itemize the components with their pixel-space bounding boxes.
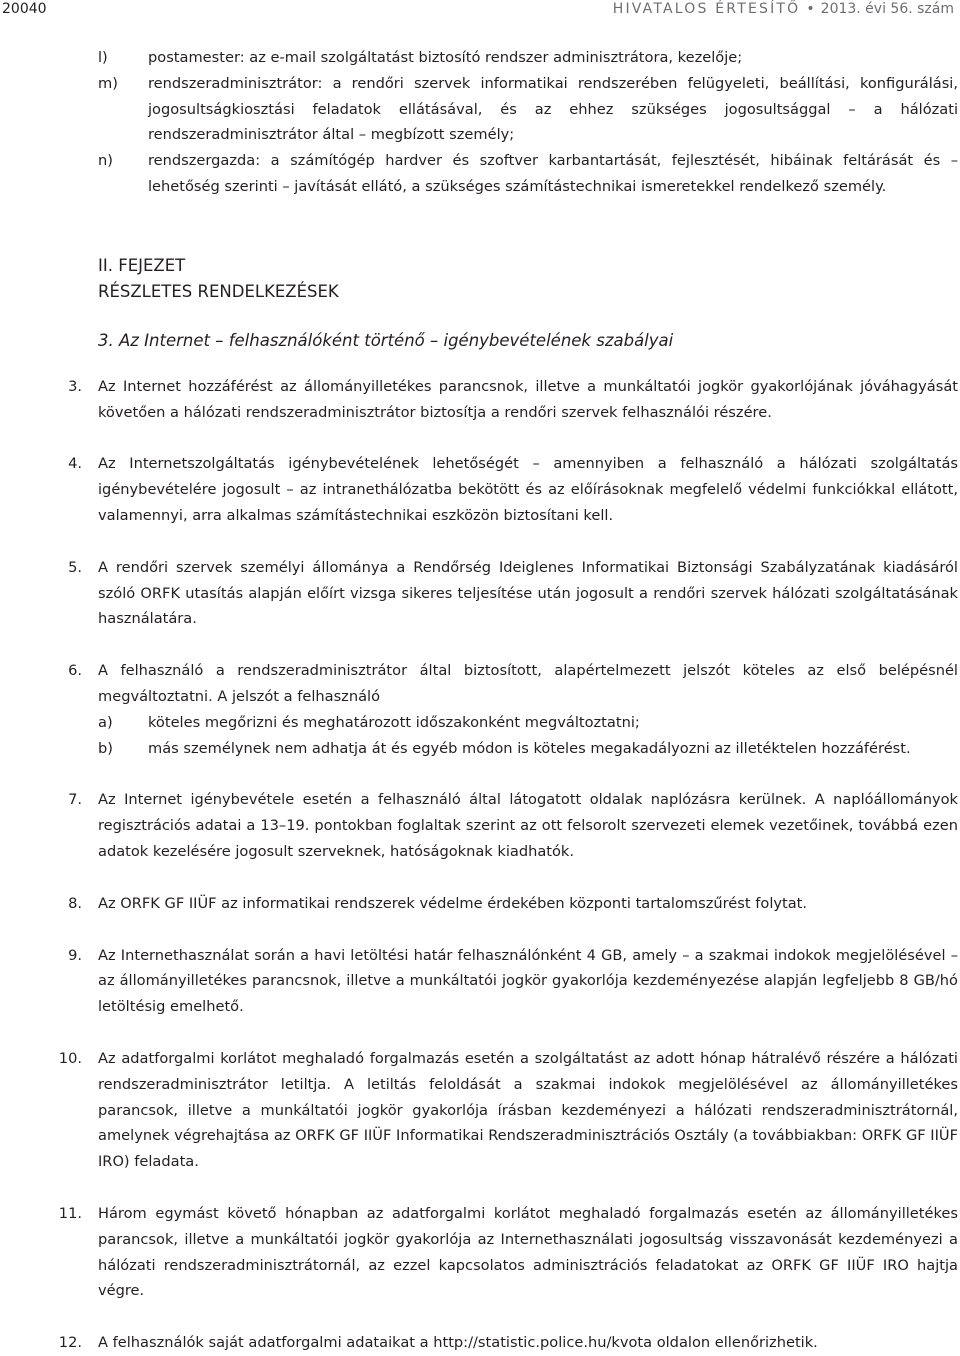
paragraph-text: Az Internet igénybevétele esetén a felhasználó által látogatott oldalak naplózásra kerülnek. A naplóállományok regisztrációs adatai a 13–19. pontokban foglaltak szerint az ott felsorolt szervezeti elemek vezetőinek, továbbá ezen adatok kezelésére jogosult szerveknek, hatóságoknak kiadhatók. — [98, 791, 958, 860]
paragraph — [0, 891, 958, 917]
definition-item — [0, 45, 958, 71]
paragraph-number: 3. — [68, 377, 82, 395]
definition-text: postamester: az e-mail szolgáltatást biztosító rendszer adminisztrátora, kezelője; — [148, 49, 743, 66]
sub-item-label: b) — [98, 739, 113, 757]
definition-label: n) — [98, 152, 113, 170]
page-header — [0, 0, 960, 20]
sub-item-label: a) — [98, 713, 113, 731]
paragraph — [0, 787, 958, 864]
paragraph-text: Az ORFK GF IIÜF az informatikai rendszerek védelme érdekében központi tartalomszűrést folytat. — [98, 894, 808, 912]
document-body — [0, 45, 960, 1356]
paragraph-text: A felhasználók saját adatforgalmi adataikat a http://statistic.police.hu/kvota oldalon ellenőrizhetik. — [98, 1334, 818, 1352]
paragraph-text: A rendőri szervek személyi állománya a Rendőrség Ideiglenes Informatikai Biztonsági Szabályzatának kiadásáról szóló ORFK utasítás alapján előírt vizsga sikeres teljesítése után jogosult a rendőri szervek hálózati szolgáltatásának használatára. — [98, 558, 958, 628]
paragraph-text: Három egymást követő hónapban az adatforgalmi korlátot meghaladó forgalmazás esetén az állományilletékes parancsok, illetve a munkáltatói jogkör gyakorlója az Internethasználati jogosultság visszavonását kezdeményezi a hálózati rendszeradminisztrátornál, az ezzel kapcsolatos adminisztrációs feladatokat az ORFK GF IIÜF IRO hajtja végre. — [98, 1204, 958, 1300]
definition-label: l) — [98, 49, 108, 66]
paragraph-text: Az Internet hozzáférést az állományilletékes parancsnok, illetve a munkáltatói jogkör gyakorlójának jóváhagyását követően a hálózati rendszeradminisztrátor biztosítja a rendőri szervek felhasználói részére. — [98, 377, 958, 421]
page-number: 20040 — [2, 1, 47, 17]
paragraph-text: Az adatforgalmi korlátot meghaladó forgalmazás esetén a szolgáltatást az adott hónap hátralévő részére a hálózati rendszeradminisztrátor letiltja. A letiltás feloldását a szakmai indokok megjelölésével az állományilletékes parancsok, illetve a munkáltatói jogkör gyakorlója írásban kezdeményezi a hálózati rendszeradminisztrátornál, amelynek végrehajtása az ORFK GF IIÜF Informatikai Rendszeradminisztrációs Osztály (a továbbiakban: ORFK GF IIÜF IRO) feladata. — [98, 1049, 958, 1171]
section-title: 3. Az Internet – felhasználóként történő – igénybevételének szabályai — [98, 330, 674, 350]
paragraph — [0, 658, 958, 710]
paragraph-text: A felhasználó a rendszeradminisztrátor által biztosított, alapértelmezett jelszót köteles az első belépésnél megváltoztatni. A jelszót a felhasználó — [98, 662, 958, 705]
paragraph-text: Az Internetszolgáltatás igénybevételének lehetőségét – amennyiben a felhasználó a hálózati szolgáltatás igénybevételére jogosult – az intranethálózatba bekötött és az előírásoknak megfelelő védelmi funkciókkal ellátott, valamennyi, arra alkalmas számítástechnikai eszközön biztosítani kell. — [98, 455, 958, 524]
definition-item — [0, 71, 958, 148]
chapter-title: RÉSZLETES RENDELKEZÉSEK — [98, 281, 339, 301]
definition-label: m) — [98, 74, 118, 92]
paragraph-number: 12. — [58, 1334, 82, 1352]
paragraph-number: 4. — [68, 455, 82, 473]
definition-text: rendszeradminisztrátor: a rendőri szervek informatikai rendszerében felügyeleti, beállítási, konfigurálási, jogosultságkiosztási feladatok ellátásával, és az ehhez szükséges jogosultsággal – a hálózati rendszeradminisztrátor által – megbízott személy; — [148, 74, 958, 144]
paragraph — [0, 1330, 958, 1356]
paragraph-number: 10. — [58, 1049, 82, 1067]
paragraph — [0, 451, 958, 528]
sub-item-text: köteles megőrizni és meghatározott időszakonként megváltoztatni; — [148, 713, 640, 731]
sub-item — [0, 710, 958, 736]
journal-masthead — [613, 0, 954, 18]
paragraph — [0, 943, 958, 1020]
paragraph-number: 11. — [58, 1204, 82, 1222]
paragraph-number: 9. — [68, 946, 82, 964]
paragraph-number: 5. — [68, 558, 82, 576]
paragraph-number: 8. — [68, 894, 82, 912]
paragraph — [0, 374, 958, 426]
bullet-separator: • — [806, 1, 815, 17]
journal-title: HIVATALOS ÉRTESÍTŐ — [612, 1, 801, 17]
chapter-number: II. FEJEZET — [98, 255, 186, 275]
issue-label: 2013. évi 56. szám — [820, 1, 954, 17]
definition-text: rendszergazda: a számítógép hardver és szoftver karbantartását, fejlesztését, hibáinak feltárását és – lehetőség szerinti – javítását ellátó, a szükséges számítástechnikai ismeretekkel rendelkező személy. — [148, 152, 958, 195]
paragraph — [0, 1046, 958, 1175]
paragraph-number: 6. — [68, 662, 82, 680]
sub-item-text: más személynek nem adhatja át és egyéb módon is köteles megakadályozni az illetéktelen hozzáférést. — [148, 739, 911, 757]
paragraph — [0, 1201, 958, 1304]
sub-item — [0, 736, 958, 762]
definition-item — [0, 148, 958, 200]
paragraph-number: 7. — [68, 791, 82, 809]
paragraph — [0, 555, 958, 632]
paragraph-text: Az Internethasználat során a havi letöltési határ felhasználónként 4 GB, amely – a szakmai indokok megjelölésével – az állományilletékes parancsnok, illetve a munkáltatói jogkör gyakorlója kezdeményezése alapján legfeljebb 8 GB/hó letöltésig emelhető. — [98, 946, 958, 1016]
